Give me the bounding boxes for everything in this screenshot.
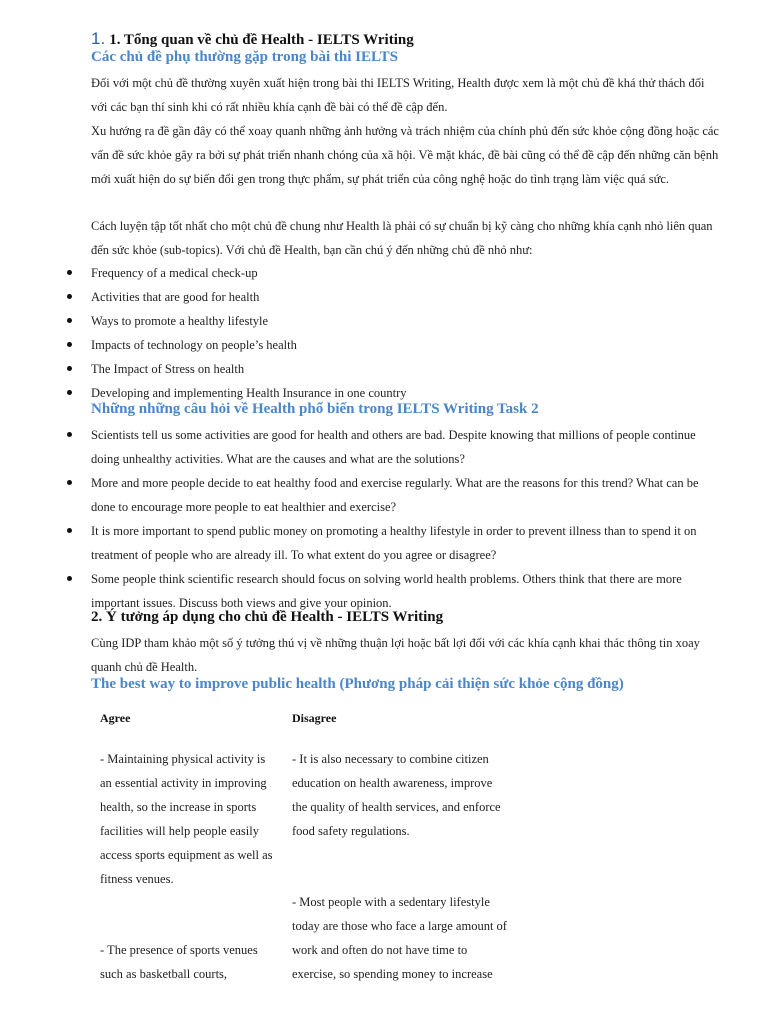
section2-intro: Cùng IDP tham khảo một số ý tưởng thú vị về những thuận lợi hoặc bất lợi đối với các khía cạnh khai thác thông tin xoay quanh chủ đề Health. <box>91 636 700 674</box>
bullet-icon <box>67 480 72 485</box>
subtopics-heading: Các chủ đề phụ thường gặp trong bài thi IELTS <box>91 49 398 65</box>
section1-title <box>91 29 414 49</box>
bullet-icon <box>67 366 72 371</box>
list-item: Developing and implementing Health Insurance in one country <box>0 381 720 405</box>
table-heading: The best way to improve public health (Phương pháp cải thiện sức khỏe cộng đồng) <box>91 676 624 692</box>
agree-column-header: Agree <box>100 711 131 725</box>
intro-paragraph: Đối với một chủ đề thường xuyên xuất hiện trong bài thi IELTS Writing, Health được xem là một chủ đề khá thử thách đối với các bạn thí sinh khi có rất nhiều khía cạnh đề bài có thể đề cập đến. <box>91 76 705 114</box>
questions-heading: Những những câu hỏi về Health phổ biến trong IELTS Writing Task 2 <box>91 401 539 417</box>
bullet-icon <box>67 390 72 395</box>
list-item: It is more important to spend public money on promoting a healthy lifestyle in order to prevent illness than to spend it on treatment of people who are already ill. To what extent do you agree or disagree? <box>0 519 720 567</box>
question-list <box>0 423 720 615</box>
list-item: The Impact of Stress on health <box>0 357 720 381</box>
bullet-icon <box>67 318 72 323</box>
list-item: Activities that are good for health <box>0 285 720 309</box>
disagree-column-header: Disagree <box>292 711 337 725</box>
bullet-icon <box>67 270 72 275</box>
bullet-icon <box>67 432 72 437</box>
section1-number: 1. <box>91 29 106 48</box>
bullet-icon <box>67 342 72 347</box>
section1-title-text: 1. Tổng quan về chủ đề Health - IELTS Writing <box>109 32 414 48</box>
agree-cell: - The presence of sports venues such as basketball courts, <box>100 943 258 981</box>
disagree-cell: - It is also necessary to combine citizen education on health awareness, improve the quality of health services, and enforce food safety regulations. <box>292 752 501 838</box>
list-item: Some people think scientific research should focus on solving world health problems. Others think that there are more important issues. Discuss both views and give your opinion. <box>0 567 720 615</box>
trend-paragraph: Xu hướng ra đề gần đây có thể xoay quanh những ảnh hưởng và trách nhiệm của chính phủ đến sức khỏe cộng đồng hoặc các vấn đề sức khỏe gây ra bởi sự phát triển nhanh chóng của xã hội. Về mặt khác, đề bài cũng có thể đề cập đến những căn bệnh mới xuất hiện do sự biến đổi gen trong thực phẩm, sự phát triển của công nghệ hoặc do tình trạng làm việc quá sức. <box>91 124 719 186</box>
agree-cell: - Maintaining physical activity is an essential activity in improving health, so the increase in sports facilities will help people easily access sports equipment as well as fitness venues. <box>100 752 273 886</box>
list-item: More and more people decide to eat healthy food and exercise regularly. What are the reasons for this trend? What can be done to encourage more people to eat healthier and exercise? <box>0 471 720 519</box>
list-item: Ways to promote a healthy lifestyle <box>0 309 720 333</box>
practice-paragraph: Cách luyện tập tốt nhất cho một chủ đề chung như Health là phải có sự chuẩn bị kỹ càng cho những khía cạnh nhỏ liên quan đến sức khỏe (sub-topics). Với chủ đề Health, bạn cần chú ý đến những chủ đề nhỏ như: <box>91 219 713 257</box>
disagree-cell: - Most people with a sedentary lifestyle today are those who face a large amount of work and often do not have time to exercise, so spending money to increase <box>292 895 507 981</box>
list-item: Impacts of technology on people’s health <box>0 333 720 357</box>
bullet-icon <box>67 576 72 581</box>
bullet-icon <box>67 294 72 299</box>
section2-title: 2. Ý tưởng áp dụng cho chủ đề Health - IELTS Writing <box>91 609 444 625</box>
list-item: Scientists tell us some activities are good for health and others are bad. Despite knowing that millions of people continue doing unhealthy activities. What are the causes and what are the solutions? <box>0 423 720 471</box>
list-item: Frequency of a medical check-up <box>0 261 720 285</box>
bullet-icon <box>67 528 72 533</box>
subtopic-list <box>0 261 720 405</box>
